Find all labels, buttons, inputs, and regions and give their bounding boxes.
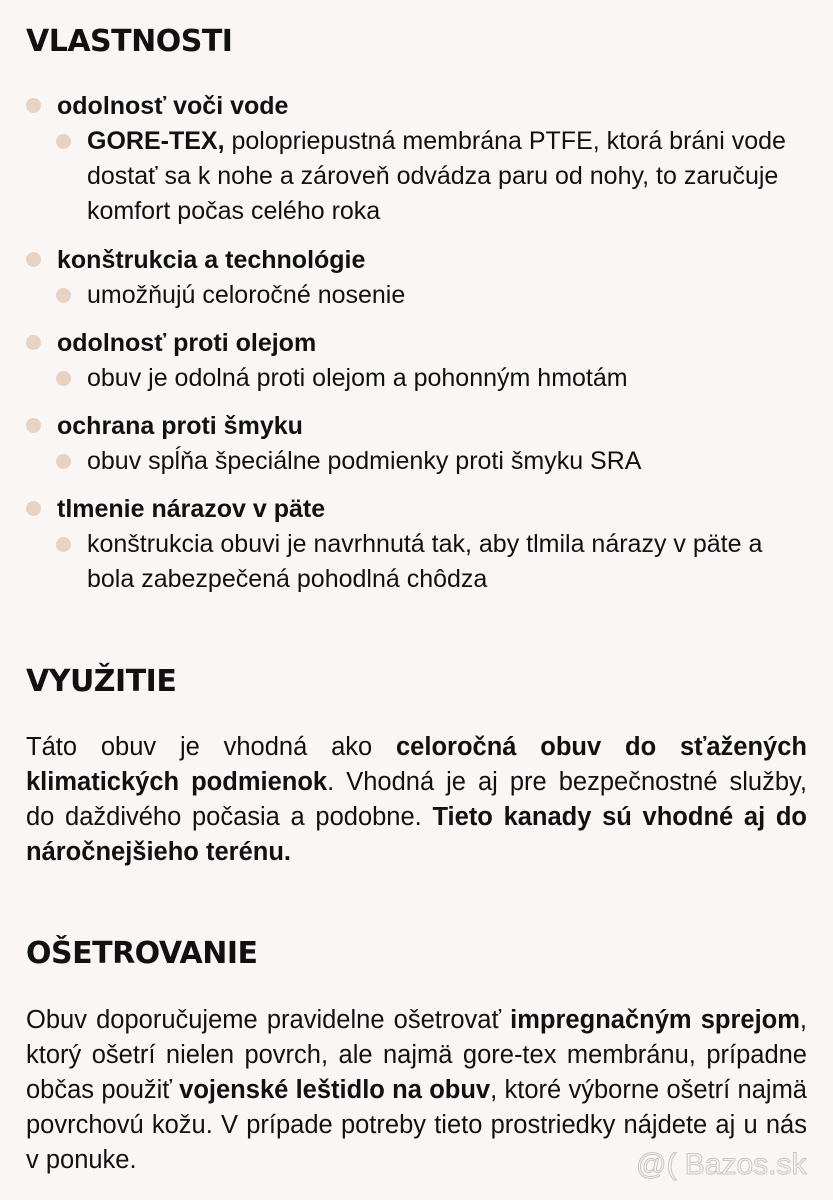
bazos-watermark: @( Bazos.sk bbox=[636, 1148, 807, 1181]
bullet-icon bbox=[56, 454, 71, 469]
bullet-icon bbox=[26, 418, 41, 433]
property-label: ochrana proti šmyku bbox=[57, 412, 303, 440]
text-run: Táto obuv je vhodná ako bbox=[26, 733, 396, 761]
bullet-icon bbox=[56, 371, 71, 386]
property-label: odolnosť proti olejom bbox=[57, 329, 317, 357]
property-label: konštrukcia a technológie bbox=[57, 246, 366, 274]
bullet-icon bbox=[26, 335, 41, 350]
section-title-vyuzitie: VYUŽITIE bbox=[26, 664, 177, 699]
detail-bold: GORE-TEX, bbox=[87, 127, 225, 155]
text-run: . Vhodná je aj pre bezpečnostné služby, do daždivého počasia a podobne. bbox=[26, 768, 807, 831]
detail-text: obuv je odolná proti olejom a pohonným hmotám bbox=[87, 364, 628, 392]
property-detail bbox=[56, 361, 813, 396]
bullet-icon bbox=[56, 288, 71, 303]
property-item bbox=[26, 326, 813, 360]
property-item bbox=[26, 89, 813, 123]
property-label: odolnosť voči vode bbox=[57, 92, 289, 120]
detail-text: konštrukcia obuvi je navrhnutá tak, aby tlmila nárazy v päte a bola zabezpečená pohodlná chôdza bbox=[87, 530, 763, 593]
bullet-icon bbox=[56, 134, 71, 149]
bold-run: Tieto kanady sú vhodné aj do náročnejšieho terénu. bbox=[26, 803, 807, 866]
property-detail bbox=[56, 444, 813, 479]
property-detail bbox=[56, 278, 813, 313]
bold-run: impregnačným sprejom bbox=[510, 1006, 800, 1034]
detail-text: obuv spĺňa špeciálne podmienky proti šmyku SRA bbox=[87, 447, 642, 475]
usage-paragraph bbox=[26, 730, 807, 870]
property-item bbox=[26, 492, 813, 526]
property-label: tlmenie nárazov v päte bbox=[57, 495, 326, 523]
bullet-icon bbox=[26, 501, 41, 516]
section-title-vlastnosti: VLASTNOSTI bbox=[26, 24, 233, 59]
bullet-icon bbox=[26, 98, 41, 113]
property-detail bbox=[56, 124, 813, 229]
text-run: Obuv doporučujeme pravidelne ošetrovať bbox=[26, 1006, 511, 1034]
section-title-osetrovanie: OŠETROVANIE bbox=[26, 936, 258, 971]
property-detail bbox=[56, 527, 813, 597]
detail-text: umožňujú celoročné nosenie bbox=[87, 281, 406, 309]
bold-run: celoročná obuv do sťažených klimatických podmienok bbox=[26, 733, 807, 796]
property-item bbox=[26, 243, 813, 277]
property-item bbox=[26, 409, 813, 443]
text-run: , ktorý ošetrí nielen povrch, ale najmä gore-tex membránu, prípadne občas použiť bbox=[26, 1006, 807, 1104]
bullet-icon bbox=[56, 537, 71, 552]
bold-run: vojenské leštidlo na obuv bbox=[179, 1076, 491, 1104]
text-run: , ktoré výborne ošetrí najmä povrchovú kožu. V prípade potreby tieto prostriedky nájdete aj u nás v ponuke. bbox=[26, 1076, 807, 1174]
detail-text: polopriepustná membrána PTFE, ktorá bráni vode dostať sa k nohe a zároveň odvádza paru od nohy, to zaručuje komfort počas celého roka bbox=[87, 127, 786, 225]
bullet-icon bbox=[26, 252, 41, 267]
